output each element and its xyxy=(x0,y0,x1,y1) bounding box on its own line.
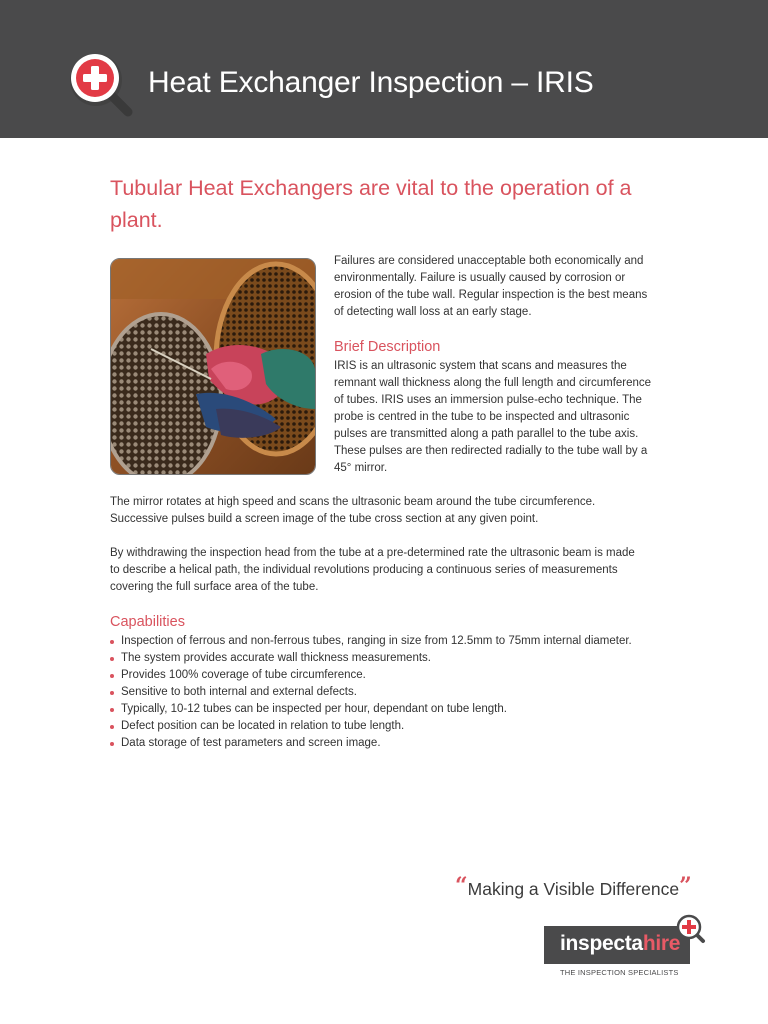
logo-part-hire: hire xyxy=(642,932,681,955)
open-quote-mark: “ xyxy=(455,873,468,899)
bullet-icon xyxy=(110,674,114,678)
bullet-icon xyxy=(110,640,114,644)
list-item-text: Defect position can be located in relation to tube length. xyxy=(121,720,405,732)
mirror-paragraph: The mirror rotates at high speed and scans the ultrasonic beam around the tube circumference. Successive pulses build a screen image of the tube cross section at any given point. xyxy=(110,496,596,525)
list-item xyxy=(110,718,650,735)
list-item xyxy=(110,633,650,650)
brief-description-heading: Brief Description xyxy=(334,339,441,355)
list-item-text: Data storage of test parameters and screen image. xyxy=(121,737,381,749)
capabilities-list xyxy=(110,633,650,752)
close-quote-mark: ” xyxy=(679,873,692,899)
red-cross-magnifier-icon xyxy=(68,52,134,118)
tagline-text: Making a Visible Difference xyxy=(467,879,680,899)
brief-description-text: IRIS is an ultrasonic system that scans and measures the remnant wall thickness along the full length and circumference of tubes. IRIS uses an immersion pulse-echo technique. The probe is centred in the tube to be inspected and ultrasonic pulses are transmitted along a path parallel to the tube axis. These pulses are then redirected radially to the tube wall by a 45° mirror. xyxy=(334,360,652,474)
bullet-icon xyxy=(110,742,114,746)
bullet-icon xyxy=(110,725,114,729)
heat-exchanger-illustration xyxy=(111,259,315,474)
list-item xyxy=(110,667,650,684)
bullet-icon xyxy=(110,691,114,695)
list-item-text: Inspection of ferrous and non-ferrous tubes, ranging in size from 12.5mm to 75mm internal diameter. xyxy=(121,635,632,647)
logo-wordmark xyxy=(560,932,680,956)
logo-magnifier-icon xyxy=(676,914,706,944)
bullet-icon xyxy=(110,708,114,712)
page-header xyxy=(0,0,768,138)
list-item xyxy=(110,650,650,667)
inspectahire-logo xyxy=(544,926,690,964)
list-item xyxy=(110,701,650,718)
lead-heading: Tubular Heat Exchangers are vital to the operation of a plant. xyxy=(110,176,632,232)
list-item-text: Typically, 10-12 tubes can be inspected per hour, dependant on tube length. xyxy=(121,703,507,715)
logo-subtitle: THE INSPECTION SPECIALISTS xyxy=(560,968,679,977)
page-title: Heat Exchanger Inspection – IRIS xyxy=(148,66,594,99)
intro-paragraph: Failures are considered unacceptable both economically and environmentally. Failure is usually caused by corrosion or erosion of the tube wall. Regular inspection is the best means of detecting wall loss at an early stage. xyxy=(334,255,648,318)
withdraw-paragraph: By withdrawing the inspection head from the tube at a pre-determined rate the ultrasonic beam is made to describe a helical path, the individual revolutions producing a continuous series of measurements covering the full surface area of the tube. xyxy=(110,547,635,593)
list-item xyxy=(110,735,650,752)
tagline xyxy=(455,873,692,900)
list-item-text: The system provides accurate wall thickness measurements. xyxy=(121,652,431,664)
bullet-icon xyxy=(110,657,114,661)
list-item-text: Sensitive to both internal and external defects. xyxy=(121,686,357,698)
logo-part-inspecta: inspecta xyxy=(560,932,643,955)
list-item xyxy=(110,684,650,701)
list-item-text: Provides 100% coverage of tube circumference. xyxy=(121,669,366,681)
capabilities-heading: Capabilities xyxy=(110,614,185,630)
heat-exchanger-photo xyxy=(110,258,316,475)
